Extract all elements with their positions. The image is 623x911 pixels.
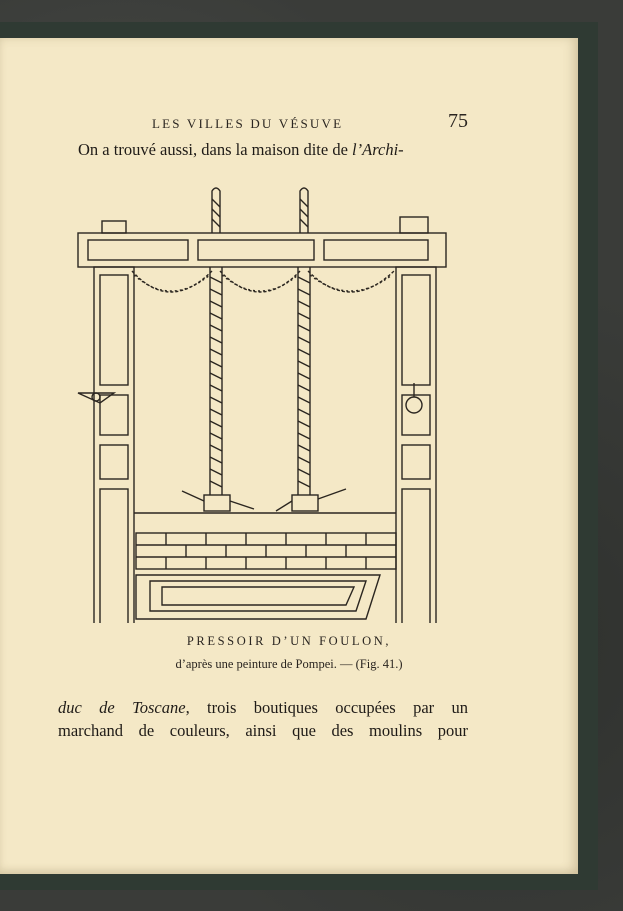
- lever-left: [182, 491, 254, 509]
- press-illustration: [70, 183, 460, 623]
- lever-right: [276, 489, 346, 511]
- book-page: [0, 38, 578, 874]
- figure-caption-subtitle: d’après une peinture de Pompei. — (Fig. 41.): [175, 657, 403, 671]
- cap-left: [102, 221, 126, 233]
- body-line-1-text: On a trouvé aussi, dans la maison dite de: [78, 140, 353, 159]
- body-para2-line-2: marchand de couleurs, ainsi que des moulins pour: [58, 721, 468, 740]
- screw-left: [210, 267, 222, 495]
- figure-caption-title: PRESSOIR D’UN FOULON,: [186, 634, 392, 648]
- nut-right: [292, 495, 318, 511]
- nut-left: [204, 495, 230, 511]
- screw-right: [298, 267, 310, 495]
- garland-1: [132, 271, 212, 292]
- running-title: LES VILLES DU VÉSUVE: [152, 116, 344, 131]
- body-line-1: [78, 140, 404, 160]
- page-number: 75: [448, 110, 468, 132]
- body-para2-italic: duc de Toscane: [58, 698, 186, 717]
- cap-right: [400, 217, 428, 233]
- body-paragraph-2: [58, 696, 468, 742]
- press-engraving: [70, 183, 460, 623]
- running-head: [0, 110, 578, 136]
- body-para2-line-1-rest: , trois boutiques occupées par un: [185, 698, 468, 717]
- top-beam: [78, 233, 446, 267]
- body-para2-line-1: [58, 696, 468, 719]
- right-ring-ornament: [406, 397, 422, 413]
- body-line-1-italic: l’Archi-: [352, 140, 404, 159]
